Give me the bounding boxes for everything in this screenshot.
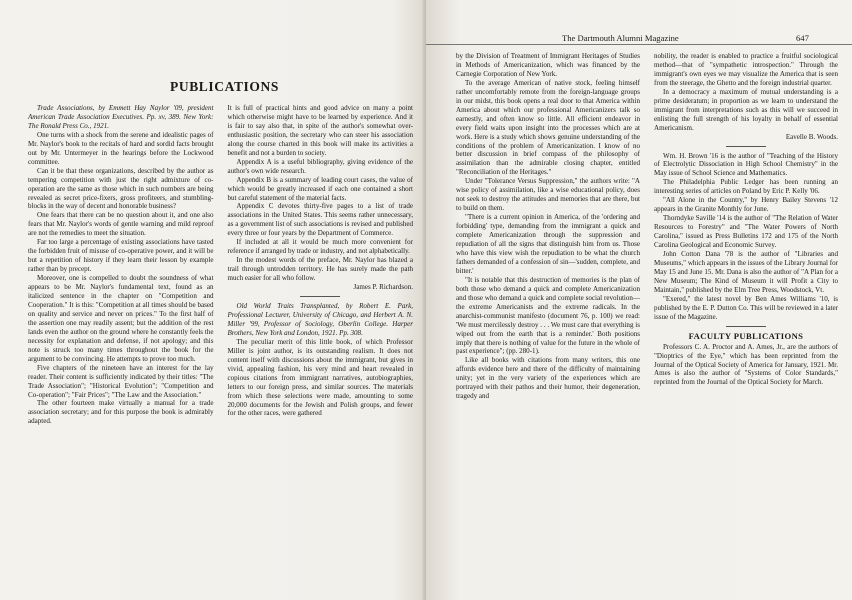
paragraph: nobility, the reader is enabled to practice a fruitful sociological method—that of "sympathetic introspection." Through the immigrant's own eyes we may visualize the America that is seen from the steerage, the Ghetto and the foreign industrial quarter. [654,52,838,87]
reviewer-signature-2: Eavelle B. Woods. [785,132,838,141]
alumni-note: Wm. H. Brown '16 is the author of "Teaching of the History of Electrolytic Dissociation in High School Chemistry" in the May issue of School Science and Mathematics. [654,151,838,178]
alumni-note: "Exered," the latest novel by Ben Ames Williams '10, is published by the E. P. Dutton Co. This will be reviewed in a later issue of the Magazine. [654,294,838,321]
right-columns [456,52,838,401]
paragraph: "There is a current opinion in America, of the 'ordering and forbidding' type, demanding from the immigrant a quick and complete Americanization through the suppression and repudiation of all the signs that distinguish him from us. Those who have this view wish the repudiation to be what the church fathers demanded of a confession of sin—'sudden, complete, and bitter.' [456,213,640,275]
alumni-note: The Philadelphia Public Ledger has been running an interesting series of articles on Poland by Eric P. Kelly '06. [654,178,838,196]
paragraph: One turns with a shock from the serene and idealistic pages of Mr. Naylor's book to the recitals of hard and sordid facts brought out by Mr. Untermeyer in the hearings before the Lockwood committee. [28,130,214,166]
paragraph: "It is notable that this destruction of memories is the plan of both those who demand a quick and complete Americanization and those who demand a quick and complete social revolution—the extreme Americanists and the extreme radicals. In the anarchist-communist manifesto (document 76, p. 100) we read: 'We must mercilessly destroy . . . We must care that everything is wiped out from the earth that is a reminder.' Both positions imply that there is nothing of value for the future in the whole of past experience"; (pp. 280-1). [456,275,640,356]
section-divider [300,296,340,297]
paragraph: Five chapters of the nineteen have an interest for the lay reader. Their content is sufficiently indicated by their titles: "The Trade Association"; "Historical Evolution"; "Competition and Co-operation"; "Fair Prices"; "The Law and the Association." [28,363,214,399]
alumni-note: Thorndyke Saville '14 is the author of "The Relation of Water Resources to Forestry" and "The Water Powers of North Carolina," issued as Press Bulletins 172 and 175 of the North Carolina Geological and Economic Survey. [654,214,838,250]
paragraph: Appendix A is a useful bibliography, giving evidence of the author's own wide research. [227,157,413,175]
paragraph: Professors C. A. Proctor and A. Ames, Jr., are the authors of "Dioptrics of the Eye," which has been reprinted from the Journal of the Optical Society of America for January, 1921. Mr. Ames is also the author of "Systems of Color Standards," reprinted from the Journal of the Optical Society for March. [654,342,838,387]
left-columns [28,104,413,426]
paragraph: The peculiar merit of this little book, of which Professor Miller is joint author, is its outstanding realism. It does not content itself with discussions about the immigrant, but gives in vivid, appealing fashion, his very mind and heart revealed in copious citations from immigrant narratives, autobiographies, letters to our foreign press, and similar sources. The materials from which these selections were made, amounting to some 20,000 documents for the Jewish and Polish groups, and fewer for the other races, were gathered [227,337,413,418]
left-column-2 [228,104,414,426]
paragraph: Under "Tolerance Versus Suppression," the authors write: "A wise policy of assimilation, like a wise educational policy, does not seek to destroy the attitudes and memories that are there, but to build on them. [456,177,640,213]
paragraph: In the modest words of the preface, Mr. Naylor has blazed a trail through untrodden territory. He has surely made the path much easier for all who follow. [227,256,413,283]
right-column-2 [654,52,838,401]
header-rule [426,44,852,45]
paragraph: If included at all it would be much more convenient for reference if arranged by trade or industry, and not alphabetically. [227,238,413,256]
page-number: 647 [796,33,809,43]
paragraph: The other fourteen make virtually a manual for a trade association secretary; and for this purpose the book is admirably adapted. [28,399,214,426]
review-citation-1: Trade Associations, by Emmett Hay Naylor '09, president American Trade Association Executives. Pp. xv, 389. New York: The Ronald Press Co., 1921. [28,104,214,130]
paragraph: Can it be that these organizations, described by the author as tempering competition with just the right admixture of co-operation are the same as those which in such numbers are being revealed as secret price-fixers, gross profiteers, and stumbling-blocks in the way of decent and honorable business? [28,166,214,211]
magazine-title: The Dartmouth Alumni Magazine [562,33,679,43]
paragraph: One fears that there can be no question about it, and one also fears that Mr. Naylor's words of gentle warning and mild reproof are not the remedies to meet the situation. [28,211,214,238]
paragraph: Far too large a percentage of existing associations have tasted the forbidden fruit of misuse of co-operative power, and it will be but a repetition of history if they learn their lesson by example rather than by precept. [28,238,214,274]
paragraph: by the Division of Treatment of Immigrant Heritages of Studies in Methods of Americanization, which was financed by the Carnegie Corporation of New York. [456,52,640,78]
reviewer-signature-1: James P. Richardson. [353,283,413,292]
alumni-note: "All Alone in the Country," by Henry Bailey Stevens '12 appears in the Granite Monthly for June. [654,196,838,214]
faculty-publications-heading: FACULTY PUBLICATIONS [688,330,804,341]
page-heading: PUBLICATIONS [170,79,279,94]
alumni-note: John Cotton Dana '78 is the author of "Libraries and Museums," which appears in the issues of the Library Journal for May 15 and June 15. Mr. Dana is also the author of "A Plan for a New Museum; The Kind of Museum it will Profit a City to Maintain," published by the Elm Tree Press, Woodstock, Vt. [654,250,838,294]
review-citation-2: Old World Traits Transplanted, by Robert E. Park, Professional Lecturer, University of Chicago, and Herbert A. N. Miller '99, Professor of Sociology, Oberlin College. Harper Brothers, New York and London, 1921. Pp. 308. [227,302,413,337]
paragraph: Appendix B is a summary of leading court cases, the value of which would be greatly increased if each one contained a short but careful statement of the material facts. [227,175,413,202]
paragraph: To the average American of native stock, feeling himself rather uncomfortably remote from the foreign-language groups in our midst, this book opens a real door to that America within America about which our professional Americanizers talk so earnestly, and often know so little. All efficient endeavor in every field waits upon insight into the processes which are at work. Here is a study which shows genuine understanding of the conditions of the problem of Americanization. I know of no better discussion in brief compass of the philosophy of assimilation than the admirable closing chapter, entitled "Reconciliation of the Heritages." [456,78,640,177]
right-page [426,0,852,600]
section-divider [726,326,766,327]
paragraph: It is full of practical hints and good advice on many a point which otherwise might have to be learned by experience. And it is fair to say also that, in spite of the author's somewhat over-enthusiastic position, the secretary who can steer his association along the course charted in this book will make its activities a benefit and not a burden to society. [227,104,413,157]
right-column-1 [456,52,640,401]
paragraph: In a democracy a maximum of mutual understanding is a prime desideratum; in proportion as we learn to understand the immigrant from interpretations such as this will we succeed in enlisting the full strength of his loyalty in behalf of essential Americanism. [654,87,838,132]
left-column-1 [28,104,214,426]
paragraph: Moreover, one is compelled to doubt the soundness of what appears to be Mr. Naylor's fundamental text, found as an italicized sentence in the chapter on "Competition and Cooperation." It is this: "Competition at all times should be based on quality and service and never on prices." To the first half of the assertion one may readily assent; but the addition of the rest lands even the author on the ground where he constantly feels the necessity for explanation and defense, if not apology; and this note is struck too many times throughout the book for the argument to be convincing. He attempts to prove too much. [28,274,214,363]
section-divider [726,146,766,147]
paragraph: Appendix C devotes thirty-five pages to a list of trade associations in the United States. This seems rather unnecessary, as a government list of such associations is revised and published every three or four years by the Department of Commerce. [227,202,413,238]
paragraph: Like all books with citations from many writers, this one affords evidence here and there of the difficulty of maintaining unity; yet in the very variety of the experiences which are portrayed with their pathos and their humor, their degeneration, tragedy and [456,356,640,401]
